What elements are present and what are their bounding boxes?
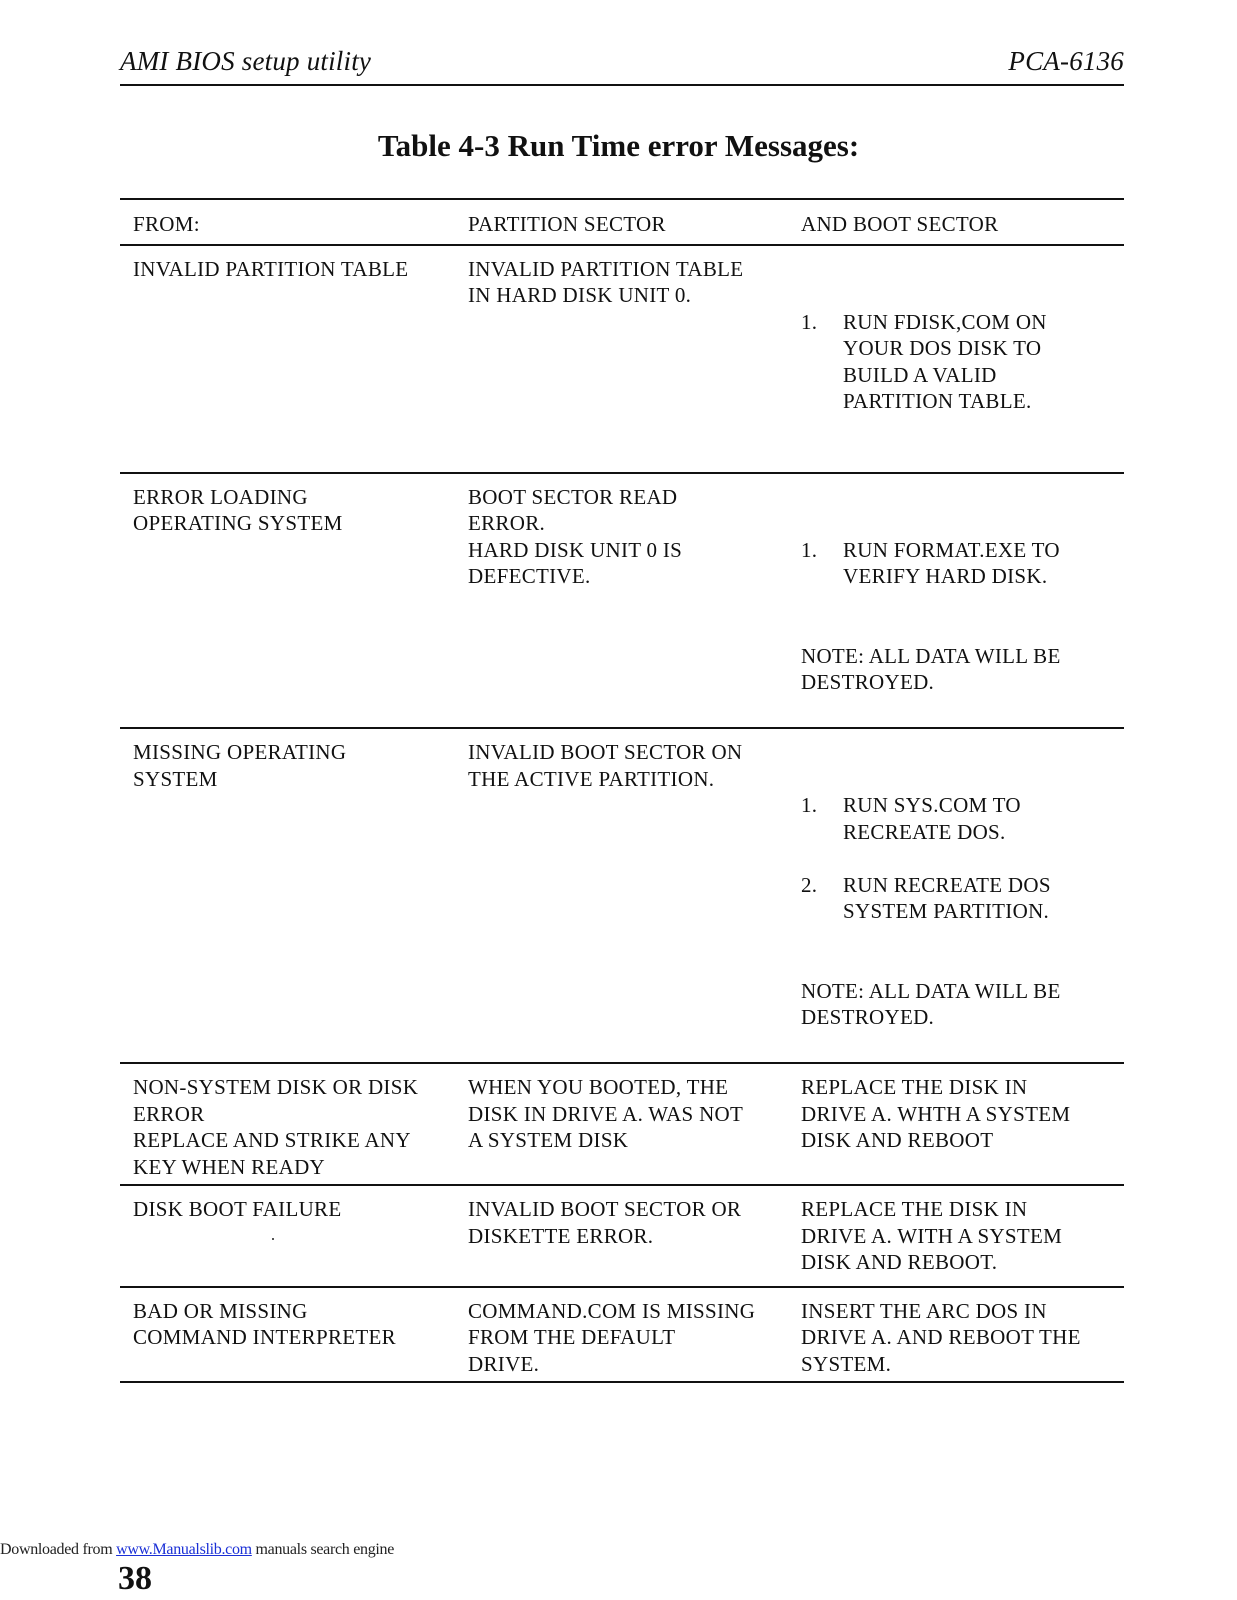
scan-speck: [272, 1238, 274, 1240]
footer-suffix: manuals search engine: [251, 1541, 395, 1558]
step-text: RUN RECREATE DOS SYSTEM PARTITION.: [843, 872, 1051, 923]
table-row: [120, 1286, 1124, 1384]
cell-cause: COMMAND.COM IS MISSING FROM THE DEFAULT DRIVE.: [468, 1298, 756, 1376]
page-number: 38: [118, 1560, 152, 1597]
action-step: [801, 872, 1118, 925]
cell-error-message: MISSING OPERATING SYSTEM: [133, 740, 347, 791]
action-step: [801, 309, 1118, 415]
step-text: RUN FORMAT.EXE TO VERIFY HARD DISK.: [843, 537, 1060, 588]
step-number: 1.: [801, 537, 818, 562]
cell-action: REPLACE THE DISK IN DRIVE A. WHTH A SYSTEM DISK AND REBOOT: [801, 1075, 1071, 1152]
running-header: [120, 44, 1124, 86]
action-step: [801, 792, 1118, 845]
table-row: [120, 472, 1124, 728]
cell-error-message: DISK BOOT FAILURE: [133, 1197, 342, 1221]
footer-link[interactable]: www.Manualslib.com: [116, 1541, 252, 1558]
cell-cause: INVALID PARTITION TABLE IN HARD DISK UNIT 0.: [468, 256, 744, 307]
action-steps: [801, 282, 1118, 441]
action-step: [801, 537, 1118, 590]
table-header-row: [120, 198, 1124, 244]
cell-cause: INVALID BOOT SECTOR OR DISKETTE ERROR.: [468, 1197, 742, 1248]
cell-error-message: NON-SYSTEM DISK OR DISK ERROR REPLACE AND STRIKE ANY KEY WHEN READY: [133, 1075, 419, 1179]
cell-error-message: INVALID PARTITION TABLE: [133, 256, 409, 281]
action-note: NOTE: ALL DATA WILL BE DESTROYED.: [801, 978, 1061, 1029]
step-text: RUN FDISK,COM ON YOUR DOS DISK TO BUILD A VALID PARTITION TABLE.: [843, 309, 1047, 413]
download-footer: [0, 1541, 394, 1559]
error-messages-table: [120, 198, 1124, 1383]
column-header-boot-sector: AND BOOT SECTOR: [801, 212, 999, 236]
cell-action: INSERT THE ARC DOS IN DRIVE A. AND REBOOT THE SYSTEM.: [801, 1298, 1081, 1376]
header-section-title: AMI BIOS setup utility: [120, 46, 372, 76]
column-header-partition-sector: PARTITION SECTOR: [468, 212, 666, 236]
cell-action: REPLACE THE DISK IN DRIVE A. WITH A SYSTEM DISK AND REBOOT.: [801, 1197, 1063, 1274]
cell-error-message: BAD OR MISSING COMMAND INTERPRETER: [133, 1298, 396, 1349]
action-steps: [801, 510, 1118, 616]
header-model-number: PCA-6136: [1008, 46, 1124, 76]
table-title: Table 4-3 Run Time error Messages:: [377, 128, 860, 163]
step-number: 1.: [801, 793, 818, 817]
table-row: [120, 244, 1124, 472]
step-number: 2.: [801, 872, 818, 897]
column-header-from: FROM:: [133, 212, 200, 236]
table-row: [120, 1184, 1124, 1286]
footer-prefix: Downloaded from: [0, 1541, 117, 1558]
cell-action: [788, 739, 1124, 1057]
table-row: [120, 727, 1124, 1062]
cell-action: [788, 484, 1124, 723]
table-row: [120, 1062, 1124, 1184]
cell-action: [788, 256, 1124, 468]
step-text: RUN SYS.COM TO RECREATE DOS.: [843, 793, 1021, 844]
action-note: NOTE: ALL DATA WILL BE DESTROYED.: [801, 643, 1061, 694]
cell-error-message: ERROR LOADING OPERATING SYSTEM: [133, 484, 343, 535]
step-number: 1.: [801, 309, 818, 334]
action-steps: [801, 766, 1118, 952]
cell-cause: BOOT SECTOR READ ERROR. HARD DISK UNIT 0 IS DEFECTIVE.: [468, 484, 683, 588]
cell-cause: WHEN YOU BOOTED, THE DISK IN DRIVE A. WAS NOT A SYSTEM DISK: [468, 1075, 744, 1152]
cell-cause: INVALID BOOT SECTOR ON THE ACTIVE PARTITION.: [468, 740, 743, 791]
